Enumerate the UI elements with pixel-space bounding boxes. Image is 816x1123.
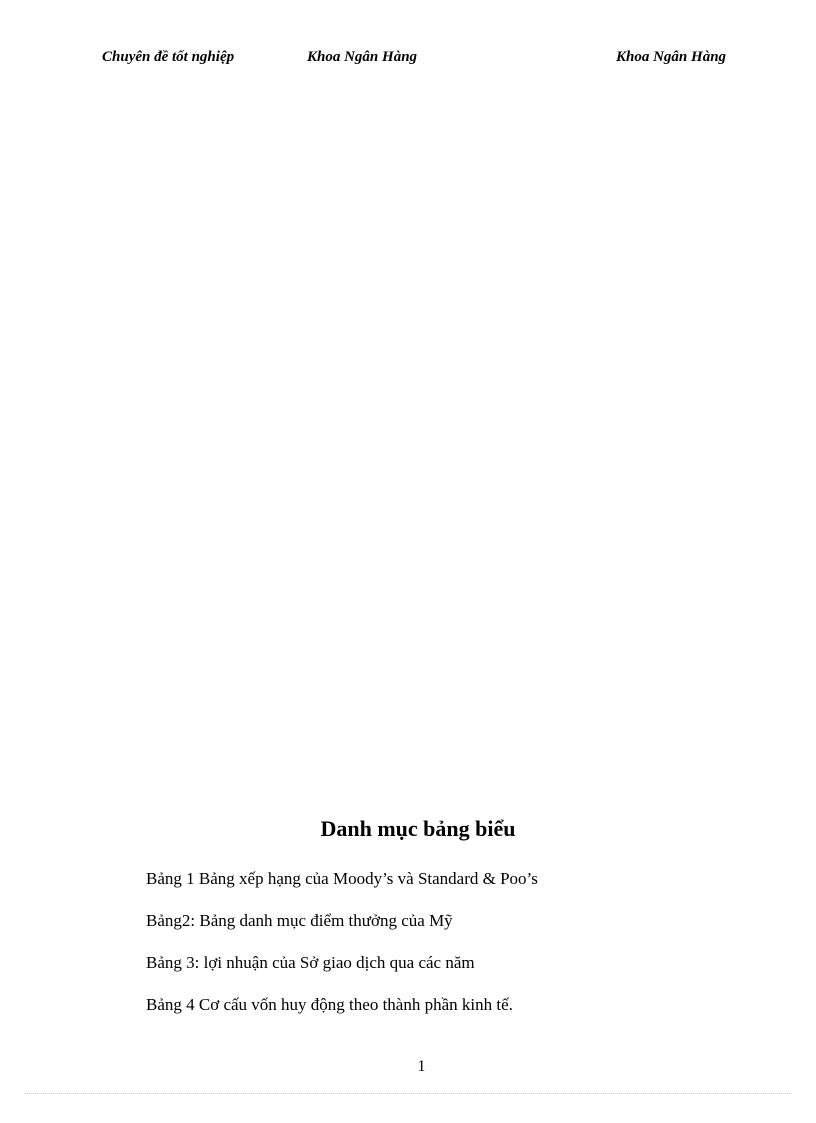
header-left-text: Chuyên đề tốt nghiệp: [102, 49, 235, 65]
header-middle-text: Khoa Ngân Hàng: [307, 49, 418, 65]
header-right-text: Khoa Ngân Hàng: [616, 49, 727, 65]
table-list-item: Bảng 1 Bảng xếp hạng của Moody’s và Standard & Poo’s: [146, 869, 538, 888]
page-number: 1: [417, 1058, 426, 1075]
table-list-item: Bảng2: Bảng danh mục điểm thưởng của Mỹ: [146, 911, 453, 930]
table-list-item: Bảng 3: lợi nhuận của Sở giao dịch qua các năm: [146, 953, 475, 972]
table-list-title: Danh mục bảng biểu: [320, 816, 516, 841]
table-list: [146, 868, 538, 1036]
page-bottom-divider: [24, 1093, 792, 1094]
table-list-item: Bảng 4 Cơ cấu vốn huy động theo thành phần kinh tế.: [146, 995, 513, 1014]
